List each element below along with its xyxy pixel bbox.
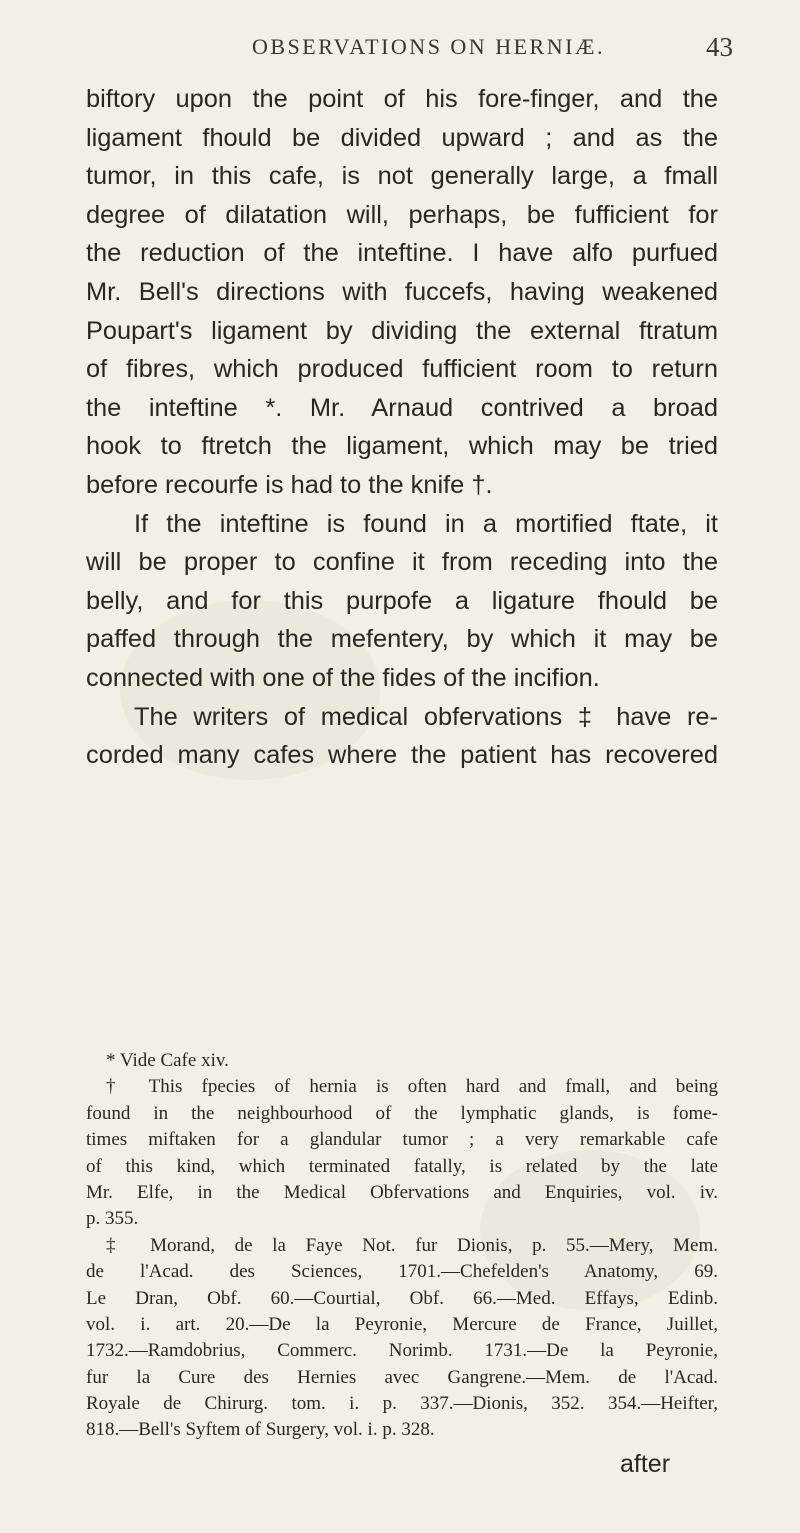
body-line: corded many cafes where the patient has recovered — [86, 741, 718, 770]
body-line: belly, and for this purpofe a ligature fhould be — [86, 586, 718, 615]
footnote-line: 818.—Bell's Syftem of Surgery, vol. i. p. 328. — [86, 1419, 435, 1441]
footnote-line: 1732.—Ramdobrius, Commerc. Norimb. 1731.—De la Peyronie, — [86, 1340, 718, 1362]
body-line: ligament fhould be divided upward ; and as the — [86, 123, 718, 152]
body-line: biftory upon the point of his fore-finger, and the — [86, 85, 718, 113]
running-title: OBSERVATIONS ON HERNIÆ. — [252, 34, 605, 59]
footnote-line: found in the neighbourhood of the lymphatic glands, is fome- — [86, 1102, 718, 1124]
footnote-line: † This fpecies of hernia is often hard and fmall, and being — [106, 1076, 718, 1098]
body-line: before recourfe is had to the knife †. — [86, 470, 493, 499]
footnote-line: * Vide Cafe xiv. — [106, 1050, 229, 1071]
body-line: The writers of medical obfervations ‡ have re- — [134, 702, 718, 731]
body-line: connected with one of the fides of the incifion. — [86, 663, 600, 692]
body-line: the inteftine *. Mr. Arnaud contrived a broad — [86, 393, 718, 422]
footnote-line: Royale de Chirurg. tom. i. p. 337.—Dionis, 352. 354.—Heifter, — [86, 1393, 718, 1415]
body-line: If the inteftine is found in a mortified ftate, it — [134, 509, 718, 538]
footnote-line: of this kind, which terminated fatally, is related by the late — [86, 1155, 718, 1177]
catchword: after — [620, 1450, 671, 1478]
body-line: Mr. Bell's directions with fuccefs, having weakened — [86, 277, 718, 306]
body-line: will be proper to confine it from receding into the — [86, 548, 718, 577]
footnotes — [86, 1048, 718, 1444]
footnote-line: Le Dran, Obf. 60.—Courtial, Obf. 66.—Med. Effays, Edinb. — [86, 1287, 718, 1309]
footnote-line: ‡ Morand, de la Faye Not. fur Dionis, p. 55.—Mery, Mem. — [106, 1234, 718, 1256]
body-line: degree of dilatation will, perhaps, be fufficient for — [86, 200, 718, 229]
body-line: the reduction of the inteftine. I have alfo purfued — [86, 239, 718, 268]
footnote-line: p. 355. — [86, 1208, 139, 1230]
footnote-line: fur la Cure des Hernies avec Gangrene.—Mem. de l'Acad. — [86, 1366, 718, 1388]
body-line: paffed through the mefentery, by which it may be — [86, 625, 718, 654]
page-number: 43 — [706, 32, 733, 62]
body-line: Poupart's ligament by dividing the external ftratum — [86, 316, 718, 345]
footnote-line: Mr. Elfe, in the Medical Obfervations and Enquiries, vol. iv. — [86, 1181, 718, 1203]
footnote-line: de l'Acad. des Sciences, 1701.—Chefelden's Anatomy, 69. — [86, 1261, 718, 1283]
running-head — [0, 30, 800, 70]
body-line: of fibres, which produced fufficient room to return — [86, 355, 718, 384]
footnote-line: times miftaken for a glandular tumor ; a very remarkable cafe — [86, 1129, 718, 1151]
footnote-line: vol. i. art. 20.—De la Peyronie, Mercure de France, Juillet, — [86, 1313, 718, 1335]
body-text — [86, 80, 718, 775]
body-line: hook to ftretch the ligament, which may be tried — [86, 432, 718, 461]
body-line: tumor, in this cafe, is not generally large, a fmall — [86, 162, 718, 191]
